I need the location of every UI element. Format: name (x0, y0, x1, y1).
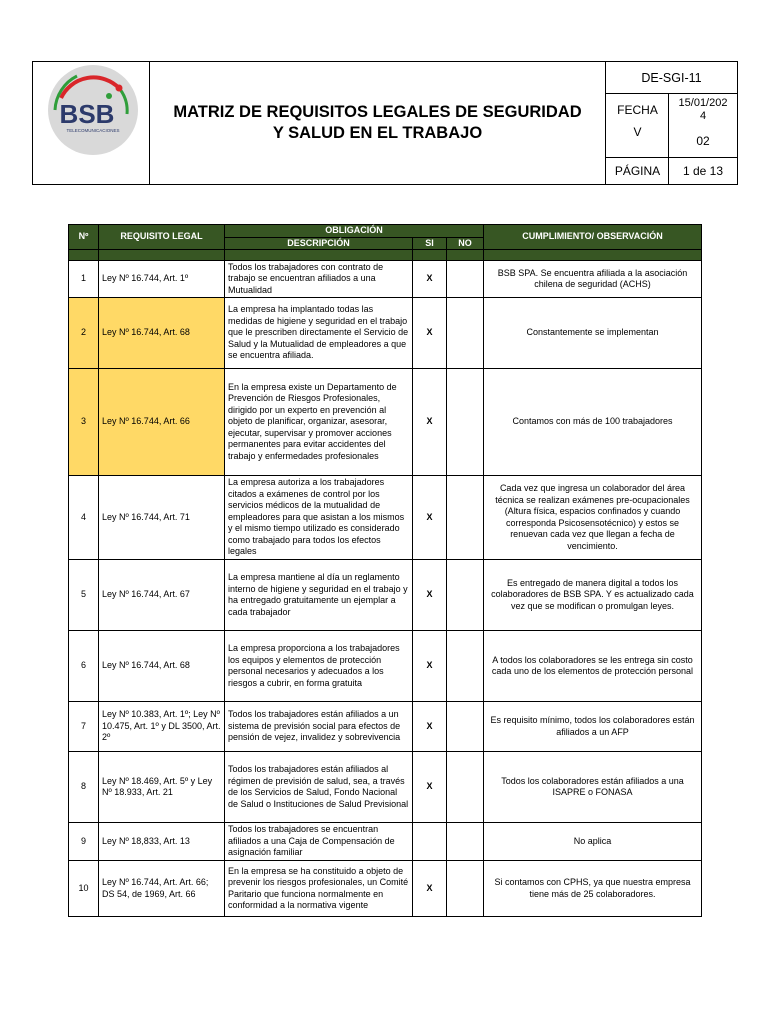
row-number: 9 (69, 823, 99, 861)
row-requisito: Ley Nº 16.744, Art. 68 (99, 631, 225, 702)
header-requisito: REQUISITO LEGAL (99, 225, 225, 250)
table-body (69, 261, 702, 917)
row-si-mark: X (413, 560, 447, 631)
row-number: 3 (69, 369, 99, 476)
document-header (32, 61, 738, 185)
row-no-mark (447, 298, 484, 369)
header-obligacion: OBLIGACIÓN (225, 225, 484, 238)
row-descripcion: La empresa proporciona a los trabajadores los equipos y elementos de protección personal necesarios y adecuados a los riesgos a cubrir, en forma gratuita (225, 631, 413, 702)
table-row (69, 861, 702, 917)
row-si-mark: X (413, 476, 447, 560)
row-si-mark (413, 823, 447, 861)
row-requisito: Ley Nº 16.744, Art. 66 (99, 369, 225, 476)
row-observacion: Cada vez que ingresa un colaborador del área técnica se realizan exámenes pre-ocupacionales (Altura física, espacios confinados y cuando corresponda Psicosensotécnico) y estos se renuevan cada vez que llegan a fecha de vencimiento. (484, 476, 702, 560)
row-descripcion: Todos los trabajadores están afiliados a un sistema de previsión social para efectos de pensión de vejez, invalidez y sobrevivencia (225, 702, 413, 752)
document-title: MATRIZ DE REQUISITOS LEGALES DE SEGURIDAD Y SALUD EN EL TRABAJO (173, 103, 582, 142)
row-descripcion: En la empresa existe un Departamento de Prevención de Riesgos Profesionales, dirigido por un experto en prevención al objeto de planificar, organizar, asesorar, ejecutar, supervisar y promover acciones permanentes para evitar accidentes del trabajo y enfermedades profesionales (225, 369, 413, 476)
page-label-cell (606, 158, 669, 184)
row-requisito: Ley Nº 16.744, Art. Art. 66; DS 54, de 1969, Art. 66 (99, 861, 225, 917)
row-descripcion: Todos los trabajadores están afiliados al régimen de previsión de salud, sea, a través de los Servicios de Salud, Fondo Nacional de Salud o Instituciones de Salud Previsional (225, 752, 413, 823)
header-no: NO (447, 237, 484, 250)
row-observacion: Constantemente se implementan (484, 298, 702, 369)
row-requisito: Ley Nº 18.469, Art. 5º y Ley Nº 18.933, Art. 21 (99, 752, 225, 823)
row-no-mark (447, 261, 484, 298)
row-requisito: Ley Nº 18,833, Art. 13 (99, 823, 225, 861)
header-descripcion: DESCRIPCIÓN (225, 237, 413, 250)
table-row (69, 752, 702, 823)
row-no-mark (447, 752, 484, 823)
version-label: V (633, 125, 642, 139)
page-value-cell (669, 158, 737, 184)
document-meta (606, 62, 737, 184)
table-row (69, 702, 702, 752)
row-number: 8 (69, 752, 99, 823)
logo-cell (33, 62, 150, 184)
fecha-value: 15/01/202 4 (678, 97, 728, 122)
row-number: 5 (69, 560, 99, 631)
row-requisito: Ley Nº 16.744, Art. 71 (99, 476, 225, 560)
date-version-row (606, 94, 737, 158)
table-row (69, 369, 702, 476)
row-si-mark: X (413, 702, 447, 752)
row-no-mark (447, 823, 484, 861)
row-no-mark (447, 560, 484, 631)
row-number: 2 (69, 298, 99, 369)
row-no-mark (447, 702, 484, 752)
logo-text: BSB (59, 99, 115, 129)
row-requisito: Ley Nº 16.744, Art. 68 (99, 298, 225, 369)
row-observacion: A todos los colaboradores se les entrega sin costo cada uno de los elementos de protección personal (484, 631, 702, 702)
document-code: DE-SGI-11 (606, 62, 737, 94)
logo-subtext: TELECOMUNICACIONES (66, 128, 120, 133)
table-row (69, 476, 702, 560)
row-descripcion: En la empresa se ha constituido a objeto de prevenir los riesgos profesionales, un Comité Paritario que funciona normalmente en conformidad a la normativa vigente (225, 861, 413, 917)
row-si-mark: X (413, 261, 447, 298)
row-no-mark (447, 476, 484, 560)
title-cell (150, 62, 606, 184)
pagina-label: PÁGINA (614, 164, 661, 178)
requirements-table (68, 224, 702, 917)
row-descripcion: Todos los trabajadores se encuentran afiliados a una Caja de Compensación de asignación familiar (225, 823, 413, 861)
row-no-mark (447, 369, 484, 476)
row-observacion: BSB SPA. Se encuentra afiliada a la asociación chilena de seguridad (ACHS) (484, 261, 702, 298)
row-number: 7 (69, 702, 99, 752)
row-observacion: Es entregado de manera digital a todos los colaboradores de BSB SPA. Y es actualizado cada vez que se modifican o promulgan leyes. (484, 560, 702, 631)
version-value: 02 (696, 134, 710, 148)
row-si-mark: X (413, 631, 447, 702)
header-spacer-row (69, 250, 702, 261)
row-descripcion: La empresa ha implantado todas las medidas de higiene y seguridad en el trabajo que le prescriben directamente el Servicio de Salud y la Mutualidad de empleadores a que se encuentra afiliada. (225, 298, 413, 369)
row-si-mark: X (413, 861, 447, 917)
date-label-cell (606, 94, 669, 157)
row-si-mark: X (413, 369, 447, 476)
row-observacion: No aplica (484, 823, 702, 861)
page-row (606, 158, 737, 184)
date-value-cell (669, 94, 737, 157)
table-row (69, 298, 702, 369)
row-observacion: Contamos con más de 100 trabajadores (484, 369, 702, 476)
row-number: 6 (69, 631, 99, 702)
row-si-mark: X (413, 752, 447, 823)
bsb-logo (33, 62, 150, 183)
row-descripcion: Todos los trabajadores con contrato de trabajo se encuentran afiliados a una Mutualidad (225, 261, 413, 298)
table-row (69, 631, 702, 702)
table-row (69, 261, 702, 298)
table-row (69, 560, 702, 631)
header-si: SI (413, 237, 447, 250)
header-num: Nº (69, 225, 99, 250)
row-observacion: Si contamos con CPHS, ya que nuestra empresa tiene más de 25 colaboradores. (484, 861, 702, 917)
row-number: 10 (69, 861, 99, 917)
row-si-mark: X (413, 298, 447, 369)
row-observacion: Es requisito mínimo, todos los colaboradores están afiliados a un AFP (484, 702, 702, 752)
pagina-value: 1 de 13 (682, 164, 724, 178)
row-no-mark (447, 631, 484, 702)
fecha-label: FECHA (617, 103, 658, 117)
row-requisito: Ley Nº 16.744, Art. 1º (99, 261, 225, 298)
table-row (69, 823, 702, 861)
header-cumplimiento: CUMPLIMIENTO/ OBSERVACIÓN (484, 225, 702, 250)
row-descripcion: La empresa mantiene al día un reglamento interno de higiene y seguridad en el trabajo y ha entregado gratuitamente un ejemplar a cada trabajador (225, 560, 413, 631)
row-observacion: Todos los colaboradores están afiliados a una ISAPRE o FONASA (484, 752, 702, 823)
row-requisito: Ley Nº 16.744, Art. 67 (99, 560, 225, 631)
row-no-mark (447, 861, 484, 917)
row-descripcion: La empresa autoriza a los trabajadores citados a exámenes de control por los servicios médicos de la mutualidad de empleadores para que asistan a los mismos y el mismo tiempo utilizado es considerado como trabajado para todos los efectos legales (225, 476, 413, 560)
row-number: 4 (69, 476, 99, 560)
row-number: 1 (69, 261, 99, 298)
row-requisito: Ley Nº 10.383, Art. 1º; Ley Nº 10.475, Art. 1º y DL 3500, Art. 2º (99, 702, 225, 752)
